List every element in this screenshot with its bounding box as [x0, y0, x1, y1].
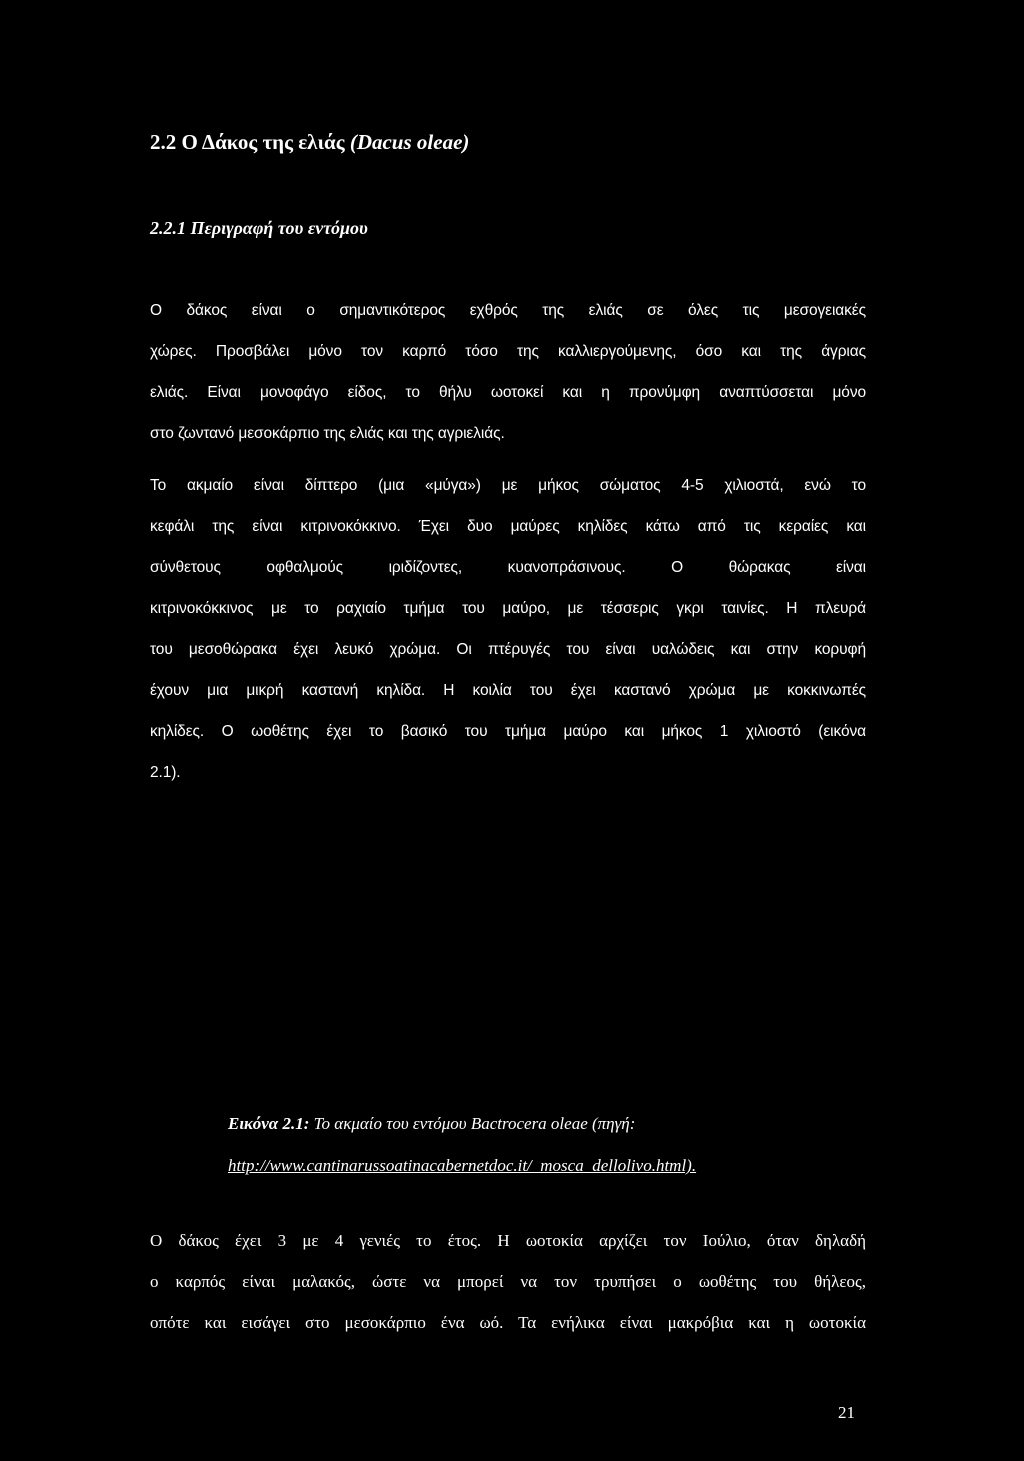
paragraph-life-cycle	[150, 1220, 866, 1343]
page-number: 21	[838, 1403, 855, 1422]
paragraph-line: έχουν μια μικρή καστανή κηλίδα. Η κοιλία του έχει καστανό χρώμα με κοκκινωπές	[150, 682, 866, 699]
paragraph-line: Ο δάκος είναι ο σημαντικότερος εχθρός της ελιάς σε όλες τις μεσογειακές	[150, 302, 866, 319]
paragraph-line: Ο δάκος έχει 3 με 4 γενιές το έτος. Η ωοτοκία αρχίζει τον Ιούλιο, όταν δηλαδή	[150, 1231, 866, 1250]
paragraph-line: ελιάς. Είναι μονοφάγο είδος, το θήλυ ωοτοκεί και η προνύμφη αναπτύσσεται μόνο	[150, 384, 866, 401]
paragraph-line: χώρες. Προσβάλει μόνο τον καρπό τόσο της καλλιεργούμενης, όσο και της άγριας	[150, 343, 866, 360]
paragraph-line: ο καρπός είναι μαλακός, ώστε να μπορεί να τον τρυπήσει ο ωοθέτης του θήλεος,	[150, 1272, 866, 1291]
paragraph-line: κηλίδες. Ο ωοθέτης έχει το βασικό του τμήμα μαύρο και μήκος 1 χιλιοστό (εικόνα	[150, 723, 866, 740]
caption-label: Εικόνα 2.1:	[228, 1114, 310, 1133]
section-title-latin: (Dacus oleae)	[349, 130, 470, 154]
subsection-title: 2.2.1 Περιγραφή του εντόμου	[150, 218, 368, 238]
paragraph-description-intro	[150, 290, 866, 454]
paragraph-line: οπότε και εισάγει στο μεσοκάρπιο ένα ωό. Τα ενήλικα είναι μακρόβια και η ωοτοκία	[150, 1313, 866, 1332]
paragraph-line: κιτρινοκόκκινος με το ραχιαίο τμήμα του μαύρο, με τέσσερις γκρι ταινίες. Η πλευρά	[150, 600, 866, 617]
section-number: 2.2	[150, 130, 177, 154]
caption-source-link[interactable]: http://www.cantinarussoatinacabernetdoc.it/_mosca_dellolivo.html).	[228, 1156, 697, 1175]
caption-text-line	[228, 1103, 828, 1145]
paragraph-line: στο ζωντανό μεσοκάρπιο της ελιάς και της αγριελιάς.	[150, 425, 505, 442]
section-title	[150, 130, 469, 155]
paragraph-line: κεφάλι της είναι κιτρινοκόκκινο. Έχει δυο μαύρες κηλίδες κάτω από τις κεραίες και	[150, 518, 866, 535]
caption-text: Το ακμαίο του εντόμου Bactrocera oleae (πηγή:	[313, 1114, 636, 1133]
paragraph-line: σύνθετους οφθαλμούς ιριδίζοντες, κυανοπράσινους. Ο θώρακας είναι	[150, 559, 866, 576]
paragraph-line: του μεσοθώρακα έχει λευκό χρώμα. Οι πτέρυγές του είναι υαλώδεις και στην κορυφή	[150, 641, 866, 658]
paragraph-line: 2.1).	[150, 764, 181, 781]
figure-caption	[228, 1103, 828, 1187]
paragraph-adult-morphology	[150, 465, 866, 793]
paragraph-line: Το ακμαίο είναι δίπτερο (μια «μύγα») με μήκος σώματος 4-5 χιλιοστά, ενώ το	[150, 477, 866, 494]
section-title-greek: Ο Δάκος της ελιάς	[181, 130, 345, 154]
